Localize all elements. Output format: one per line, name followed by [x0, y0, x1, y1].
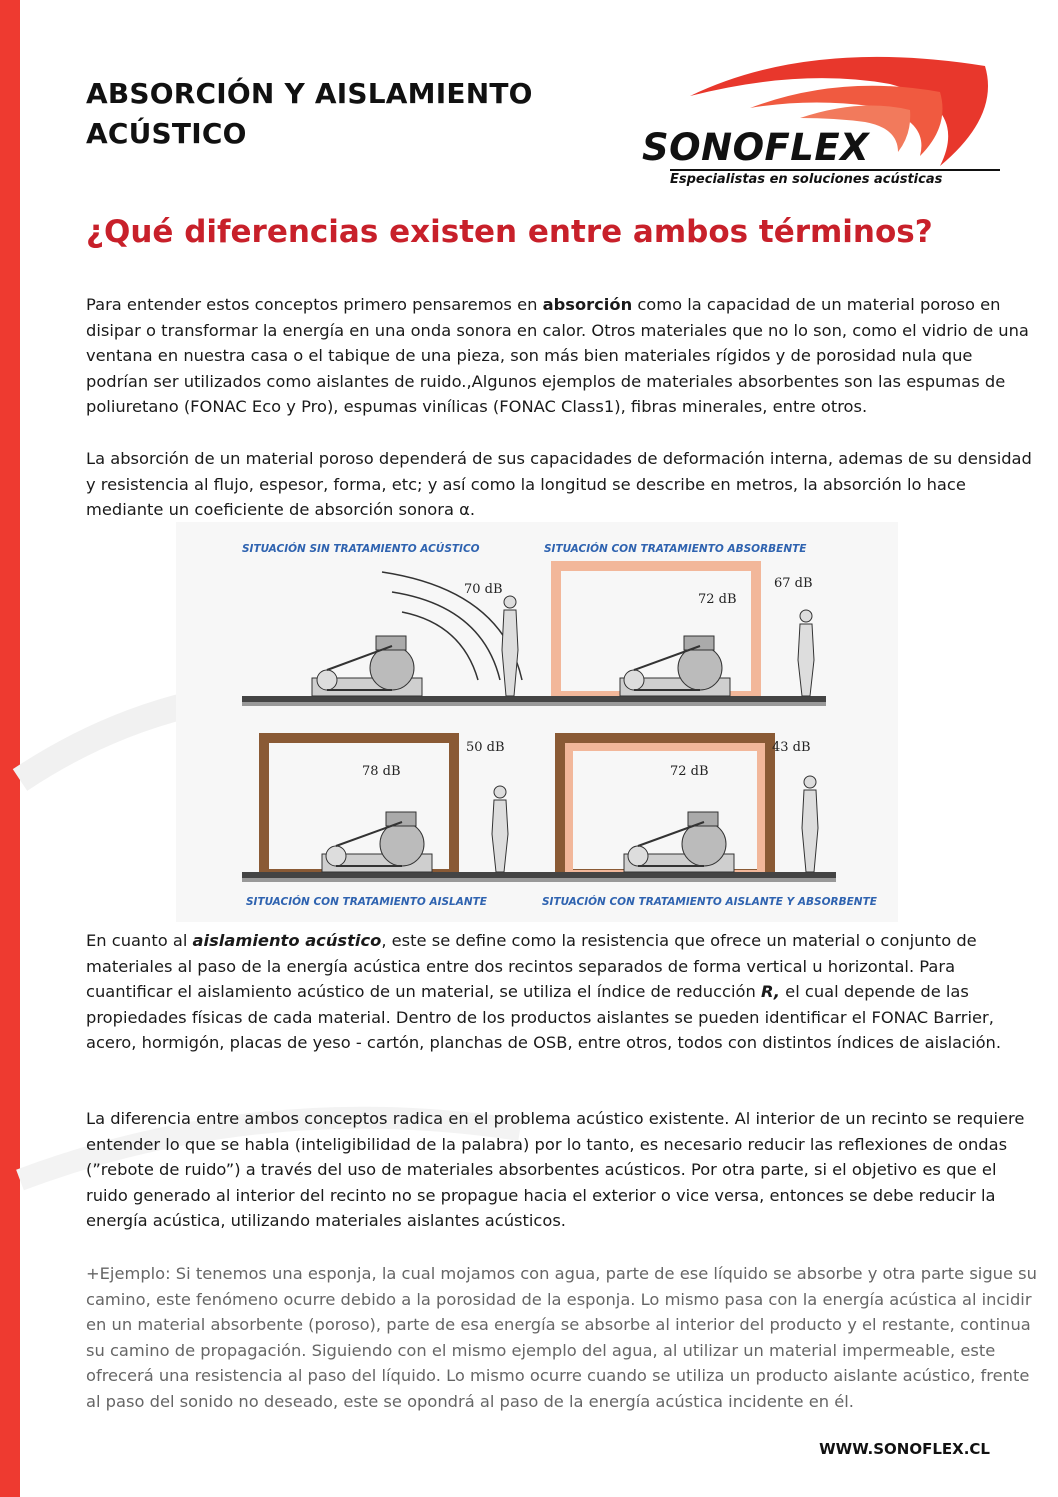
term-absorption: absorción — [542, 295, 633, 314]
paragraph-example: +Ejemplo: Si tenemos una esponja, la cual mojamos con agua, parte de ese líquido se absorbe y otra parte sigue su camino, este fenómeno ocurre debido a la porosidad de la esponja. Lo mismo pasa con la energía acústica al incidir en un material absorbente (poroso), parte de esa energía se absorbe al interior del producto y el restante, continua su camino de propagación. Siguiendo con el mismo ejemplo del agua, al utilizar un material impermeable, este ofrecerá una resistencia al paso del líquido. Lo mismo ocurre cuando se utiliza un producto aislante acústico, frente al paso del sonido no deseado, este se opondrá al paso de la energía acústica incidente en él. — [86, 1264, 1037, 1411]
logo-wordmark: SONOFLEX — [642, 126, 870, 169]
panel-caption: SITUACIÓN CON TRATAMIENTO ABSORBENTE — [544, 543, 807, 555]
acoustic-situations-figure — [176, 522, 898, 922]
section-headline: ¿Qué diferencias existen entre ambos términos? — [86, 214, 933, 250]
term-reduction-index: R, — [760, 982, 780, 1002]
outside-level: 70 dB — [464, 582, 503, 597]
panel-insulation-treatment — [242, 722, 542, 912]
panel-insulation-absorbent-treatment — [536, 722, 877, 912]
logo-tagline: Especialistas en soluciones acústicas — [670, 169, 1000, 187]
machine-scene-icon — [536, 540, 826, 710]
paragraph-difference: La diferencia entre ambos conceptos radica en el problema acústico existente. Al interior de un recinto se requiere entender lo que se habla (inteligibilidad de la palabra) por lo tanto, es necesario reducir las reflexiones de ondas (”rebote de ruido”) a través del uso de materiales absorbentes acústicos. Por otra parte, si el objetivo es que el ruido generado al interior del recinto no se propague hacia el exterior o vice versa, entonces se debe reducir la energía acústica, utilizando materiales aislantes acústicos. — [86, 1109, 1025, 1231]
inside-level: 78 dB — [362, 764, 401, 779]
term-insulation: aislamiento acústico — [192, 931, 382, 950]
paragraph-absorption-coefficient: La absorción de un material poroso dependerá de sus capacidades de deformación interna, ademas de su densidad y resistencia al flujo, espesor, forma, etc; y así como la longitud se describe en metros, la absorción lo hace mediante un coeficiente de absorción sonora α. — [86, 449, 1032, 520]
inside-level: 72 dB — [698, 592, 737, 607]
panel-absorbent-treatment — [536, 540, 826, 710]
left-accent-bar — [0, 0, 20, 1497]
document-title — [86, 74, 646, 154]
paragraph-absorption: Para entender estos conceptos primero pensaremos en absorción como la capacidad de un material poroso en disipar o transformar la energía en una onda sonora en calor. Otros materiales que no lo son, como el vidrio de una ventana en nuestra casa o el tabique de una pieza, son más bien materiales rígidos y de porosidad nula que podrían ser utilizados como aislantes de ruido.,Algunos ejemplos de materiales absorbentes son las espumas de poliuretano (FONAC Eco y Pro), espumas vinílicas (FONAC Class1), fibras minerales, entre otros. — [86, 295, 1029, 417]
outside-level: 67 dB — [774, 576, 813, 591]
inside-level: 72 dB — [670, 764, 709, 779]
panel-no-treatment — [242, 540, 542, 710]
paragraph-insulation: En cuanto al aislamiento acústico, este se define como la resistencia que ofrece un material o conjunto de materiales al paso de la energía acústica entre dos recintos separados de forma vertical u horizontal. Para cuantificar el aislamiento acústico de un material, se utiliza el índice de reducción R, el cual depende de las propiedades físicas de cada material. Dentro de los productos aislantes se pueden identificar el FONAC Barrier, acero, hormigón, placas de yeso - cartón, planchas de OSB, entre otros, todos con distintos índices de aislación. — [86, 931, 1002, 1053]
machine-scene-icon — [242, 540, 542, 710]
website-link[interactable]: WWW.SONOFLEX.CL — [819, 1440, 990, 1458]
title-line-1: ABSORCIÓN Y AISLAMIENTO — [86, 77, 533, 110]
panel-caption: SITUACIÓN CON TRATAMIENTO AISLANTE Y ABSORBENTE — [542, 896, 877, 908]
title-line-2: ACÚSTICO — [86, 117, 247, 150]
panel-caption: SITUACIÓN SIN TRATAMIENTO ACÚSTICO — [242, 543, 480, 555]
outside-level: 50 dB — [466, 740, 505, 755]
sonoflex-logo — [640, 56, 1000, 196]
panel-caption: SITUACIÓN CON TRATAMIENTO AISLANTE — [246, 896, 487, 908]
outside-level: 43 dB — [772, 740, 811, 755]
